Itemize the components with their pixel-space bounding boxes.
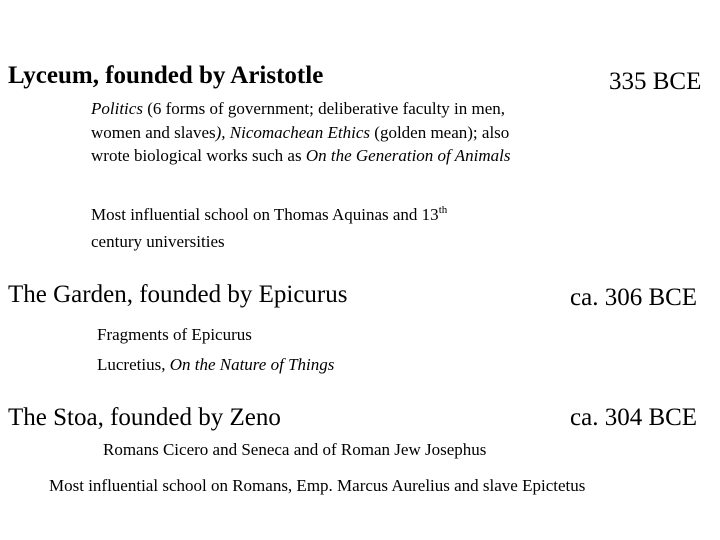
work-nature-of-things: On the Nature of Things xyxy=(169,355,335,374)
stoa-date: ca. 304 BCE xyxy=(570,404,698,431)
lucretius-text: Lucretius, xyxy=(97,355,170,374)
garden-date: ca. 306 BCE xyxy=(570,284,698,311)
lyceum-influence-paragraph xyxy=(91,203,447,253)
garden-item-lucretius xyxy=(97,353,334,377)
work-politics: Politics xyxy=(91,99,143,118)
garden-item-fragments: Fragments of Epicurus xyxy=(97,325,252,344)
lyceum-date: 335 BCE xyxy=(609,68,702,95)
lyceum-heading: Lyceum, founded by Aristotle xyxy=(8,62,324,89)
ordinal-superscript: th xyxy=(438,204,448,216)
work-generation-of-animals: On the Generation of Animals xyxy=(305,146,511,165)
stoa-item-romans: Romans Cicero and Seneca and of Roman Jew Josephus xyxy=(103,440,487,459)
influence-text: Most influential school on Thomas Aquinas and 13 xyxy=(91,205,439,224)
works-text: women and slaves xyxy=(91,122,216,142)
works-text: wrote biological works such as xyxy=(91,146,306,165)
stoa-heading: The Stoa, founded by Zeno xyxy=(8,404,281,431)
works-text: (golden mean); also xyxy=(370,122,510,142)
influence-text: century universities xyxy=(91,231,225,251)
garden-heading: The Garden, founded by Epicurus xyxy=(8,281,348,308)
stoa-item-influence: Most influential school on Romans, Emp. Marcus Aurelius and slave Epictetus xyxy=(49,476,586,495)
lyceum-works-paragraph xyxy=(91,97,510,168)
works-text: (6 forms of government; deliberative faculty in men, xyxy=(142,99,506,118)
work-nicomachean-ethics: ), Nicomachean Ethics xyxy=(215,122,371,142)
